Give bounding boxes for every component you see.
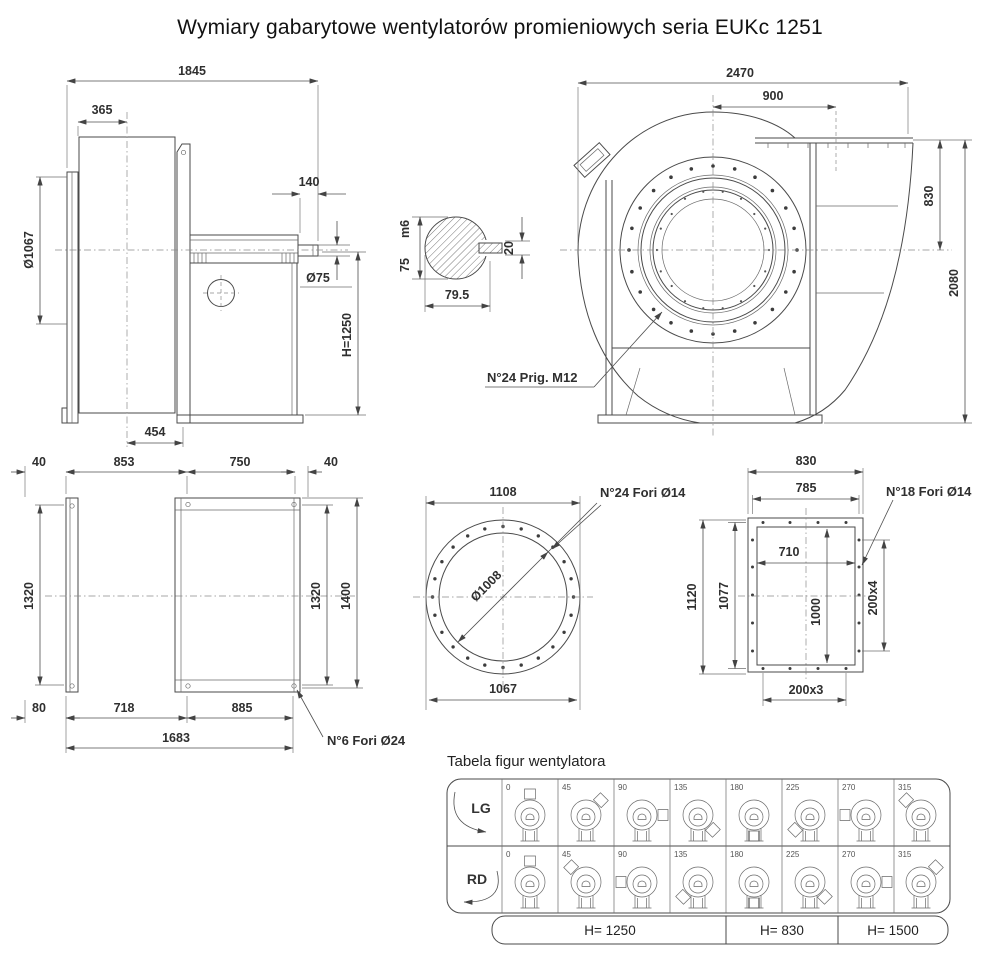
dim-text-785: 785 xyxy=(795,481,817,495)
angle-label: 0 xyxy=(506,783,511,792)
dim-overall-length xyxy=(67,64,318,241)
figure-table-title: Tabela figur wentylatora xyxy=(447,753,606,770)
dim-text-140: 140 xyxy=(298,175,320,189)
dim-text-m6: m6 xyxy=(398,219,412,239)
dim-text-1400: 1400 xyxy=(339,582,353,610)
angle-label: 90 xyxy=(618,783,627,792)
dim-shaft-overhang xyxy=(272,175,346,233)
side-view xyxy=(22,64,366,447)
dim-text-200x4: 200x4 xyxy=(866,580,880,616)
page-title: Wymiary gabarytowe wentylatorów promieniowych seria EUKc 1251 xyxy=(177,16,823,39)
angle-label: 180 xyxy=(730,850,744,859)
fan-figure-lg-45 xyxy=(571,793,608,841)
dim-plan-right xyxy=(302,498,363,688)
angle-label: 135 xyxy=(674,850,688,859)
fan-figure-rd-0 xyxy=(515,856,545,908)
height-groups xyxy=(492,916,948,944)
fan-figure-rd-315 xyxy=(906,860,943,908)
angle-label: 90 xyxy=(618,850,627,859)
dim-text-200x3: 200x3 xyxy=(788,683,824,697)
front-view-geometry xyxy=(560,95,952,437)
fan-figure-rd-270 xyxy=(851,867,892,908)
height-group-label: H= 1250 xyxy=(584,923,636,938)
inlet-holes-callout xyxy=(552,485,686,549)
row-label-lg: LG xyxy=(471,800,491,816)
dim-inlet-diameter xyxy=(22,177,67,324)
dim-text-1120: 1120 xyxy=(685,583,699,611)
dim-text-365: 365 xyxy=(91,103,113,117)
outlet-holes-callout xyxy=(862,484,972,565)
dim-text-40-right: 40 xyxy=(324,455,338,469)
angle-label: 225 xyxy=(786,783,800,792)
dim-plan-left xyxy=(22,505,64,685)
angle-label: 315 xyxy=(898,783,912,792)
dim-text-75: 75 xyxy=(398,258,412,272)
dim-text-1000: 1000 xyxy=(809,598,823,626)
side-view-geometry xyxy=(55,112,348,447)
angle-label: 270 xyxy=(842,850,856,859)
angle-label: 270 xyxy=(842,783,856,792)
outlet-flange-geometry xyxy=(738,508,873,682)
dim-text-2080: 2080 xyxy=(947,269,961,297)
fan-figure-lg-90 xyxy=(627,800,668,841)
dim-text-40-left: 40 xyxy=(32,455,46,469)
inspection-door xyxy=(574,143,610,178)
front-view xyxy=(485,66,972,437)
foundation-holes-callout xyxy=(297,690,406,748)
dim-overall-width xyxy=(578,66,908,244)
dim-text-718: 718 xyxy=(113,701,135,715)
fan-figure-rd-90 xyxy=(616,867,657,908)
dim-text-shaft-dia: Ø75 xyxy=(306,271,330,285)
angle-label: 0 xyxy=(506,850,511,859)
outlet-flange-view xyxy=(717,454,972,706)
fan-figure-rd-45 xyxy=(564,860,601,908)
dim-text-454: 454 xyxy=(144,425,166,439)
row-rd xyxy=(464,850,943,908)
dim-text-1320-right: 1320 xyxy=(309,582,323,610)
row-lg xyxy=(454,783,936,841)
height-group-label: H= 1500 xyxy=(867,923,919,938)
dim-text-1683: 1683 xyxy=(162,731,190,745)
dim-outlet-bolt-height xyxy=(717,523,746,669)
inlet-holes-label: N°24 Fori Ø14 xyxy=(600,485,686,500)
studs-callout xyxy=(485,312,662,387)
dim-text-height: H=1250 xyxy=(340,312,354,358)
angle-label: 315 xyxy=(898,850,912,859)
dim-outlet-offset xyxy=(713,89,836,172)
dim-outlet-pitch-horizontal xyxy=(763,673,846,706)
dim-inlet-flange-dia xyxy=(429,682,577,700)
dim-text-853: 853 xyxy=(113,455,135,469)
fan-figure-rd-225 xyxy=(795,867,832,908)
studs-label: N°24 Prig. M12 xyxy=(487,370,578,385)
dim-text-1008: Ø1008 xyxy=(467,567,505,605)
dim-text-710: 710 xyxy=(778,545,800,559)
dim-text-830: 830 xyxy=(922,185,936,207)
dim-text-885: 885 xyxy=(231,701,253,715)
dim-text-2470: 2470 xyxy=(726,66,754,80)
height-group-label: H= 830 xyxy=(760,923,804,938)
dim-pedestal-offset xyxy=(127,425,183,447)
fan-figure-lg-135 xyxy=(683,800,720,841)
dim-text-1108: 1108 xyxy=(489,485,517,499)
dim-text-outlet-830: 830 xyxy=(795,454,817,468)
angle-label: 45 xyxy=(562,783,571,792)
shaft-section-view xyxy=(398,217,530,312)
fan-figure-lg-225 xyxy=(788,800,825,841)
dim-shaft-diameter xyxy=(300,221,352,287)
row-label-rd: RD xyxy=(466,871,488,887)
dim-text-900: 900 xyxy=(762,89,784,103)
foundation-holes-label: N°6 Fori Ø24 xyxy=(327,733,406,748)
dim-1120 xyxy=(685,520,746,674)
dim-text-inlet-dia: Ø1067 xyxy=(22,231,36,269)
angle-label: 180 xyxy=(730,783,744,792)
fan-figure-rd-135 xyxy=(676,867,713,908)
outlet-holes-label: N°18 Fori Ø14 xyxy=(886,484,972,499)
dim-text-1067: 1067 xyxy=(489,682,517,696)
plan-view xyxy=(11,455,406,753)
figure-table xyxy=(447,753,950,944)
dim-text-1077: 1077 xyxy=(717,582,731,610)
dim-row-top xyxy=(11,455,338,497)
dim-text-80: 80 xyxy=(32,701,46,715)
dim-outlet-to-axis xyxy=(913,140,972,250)
dim-keyway xyxy=(502,217,530,279)
angle-label: 45 xyxy=(562,850,571,859)
dim-text-1320-left: 1320 xyxy=(22,582,36,610)
angle-label: 225 xyxy=(786,850,800,859)
fan-figure-lg-0 xyxy=(515,789,545,841)
dim-overall-height xyxy=(824,140,972,423)
fan-figure-lg-270 xyxy=(840,800,881,841)
dim-text-20: 20 xyxy=(502,241,516,255)
inlet-flange-view xyxy=(413,485,746,710)
fan-figure-rd-180 xyxy=(739,867,769,908)
dim-row-bottom xyxy=(11,696,293,753)
dim-text-1845: 1845 xyxy=(178,64,206,78)
dim-inlet-offset xyxy=(78,103,127,136)
angle-label: 135 xyxy=(674,783,688,792)
fan-figure-lg-180 xyxy=(739,800,769,841)
dim-text-79-5: 79.5 xyxy=(444,288,470,302)
fan-figure-lg-315 xyxy=(899,793,936,841)
dim-text-750: 750 xyxy=(229,455,251,469)
